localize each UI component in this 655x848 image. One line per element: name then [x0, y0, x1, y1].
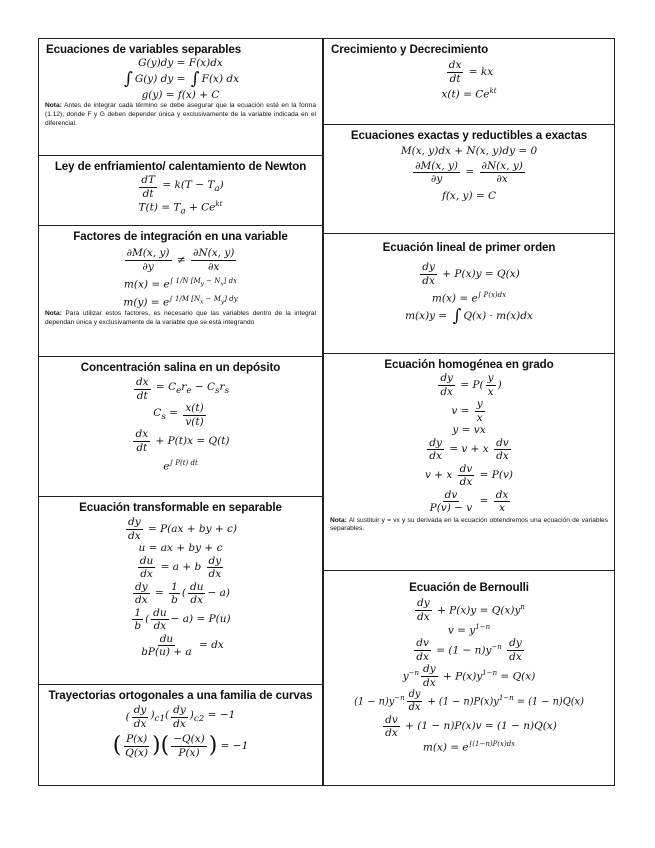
equation: $\frac{dy}{dx}$ = P( $\frac{y}{x}$ ) — [440, 372, 502, 398]
section-newton-cooling — [38, 155, 323, 226]
equation: $\frac{dv}{dx}$ + (1 − n)P(x)v = (1 − n)Q(x) — [385, 713, 557, 740]
equation: m(x)y = ∫ Q(x) · m(x)dx — [405, 306, 533, 326]
equation: $\frac{\partial M(x, y)}{\partial y}$ = $\frac{\partial N(x, y)}{\partial x}$ — [415, 159, 523, 185]
section-title: Ecuación transformable en separable — [79, 501, 282, 514]
equation: $\frac{dx}{dt}$ = $C_er_e - C_sr_s$ — [135, 376, 230, 402]
equation: u = ax + by + c — [138, 542, 223, 554]
equation: $\frac{dv}{P(v) - v}$ = $\frac{dx}{x}$ — [429, 488, 509, 514]
equation: ( $\frac{P(x)}{Q(x)}$ )( $\frac{-Q(x)}{P(x)}$ ) = −1 — [112, 733, 249, 759]
section-orthogonal-trajectories — [38, 684, 323, 786]
section-title: Crecimiento y Decrecimiento — [331, 43, 489, 56]
section-title: Factores de integración en una variable — [73, 230, 288, 243]
section-separable-equations — [38, 38, 323, 156]
equation: $\frac{du}{dx}$ = a + b $\frac{dy}{dx}$ — [139, 554, 222, 580]
note: Nota: Al sustituir y = vx y su derivada en la ecuación obtendremos una ecuación de variables separables. — [330, 516, 609, 533]
equation: $T(t) = T_a + Ce^{kt}$ — [138, 200, 223, 217]
equation: $y^{-n}$ $\frac{dy}{dx}$ + $P(x)y^{1-n} = Q(x)$ — [402, 663, 536, 689]
formula-sheet — [38, 38, 615, 786]
equation: v + x $\frac{dv}{dx}$ = P(v) — [425, 462, 513, 488]
equation: $\frac{dy}{dx}$ = P(ax + by + c) — [127, 516, 238, 542]
equation: $\frac{dy}{dx}$ = $\frac{1}{b}$ ( $\frac{du}{dx}$ − a) — [135, 580, 230, 606]
section-title: Ecuación lineal de primer orden — [382, 241, 556, 254]
section-title: Ecuaciones de variables separables — [46, 43, 242, 56]
section-bernoulli-equation — [323, 570, 615, 786]
equation: $\frac{du}{bP(u) + a}$ = dx — [141, 632, 224, 658]
equation: $\frac{dT}{dt}$ = $k(T - T_a)$ — [141, 174, 224, 200]
note: Nota: Para utilizar estos factores, es necesario que las variables dentro de la integral dependan única y exclusivamente de la variable que se está integrando — [45, 310, 316, 326]
equation: $e^{\int P(t) dt}$ — [163, 459, 198, 473]
section-integrating-factors — [38, 225, 323, 357]
section-title: Ecuación de Bernoulli — [409, 581, 529, 594]
equation: $\frac{dy}{dx}$ + P(x)y = Q(x) — [422, 261, 520, 287]
equation: ( $\frac{dy}{dx}$ )$_{c1}$( $\frac{dy}{dx}$ )$_{c2} = -1$ — [125, 704, 236, 730]
equation: g(y) = f(x) + C — [141, 88, 220, 101]
equation: y = vx — [452, 424, 486, 436]
equation: $\frac{\partial M(x, y)}{\partial y}$ ≠ $\frac{\partial N(x, y)}{\partial x}$ — [126, 247, 235, 273]
equation: $v = y^{1-n}$ — [447, 623, 491, 637]
section-exact-equations — [323, 124, 615, 234]
section-linear-first-order — [323, 233, 615, 354]
equation: $\frac{dy}{dx}$ = v + x $\frac{dv}{dx}$ — [429, 436, 509, 462]
section-transformable-separable — [38, 496, 323, 685]
note: Nota: Antes de integrar cada término se debe asegurar que la ecuación esté en la forma (1.12), donde F y G deben depender única y exclusivamente de la variable indicada en el diferencial. — [45, 102, 317, 127]
section-title: Trayectorias ortogonales a una familia de curvas — [48, 689, 313, 702]
equation: $\frac{dy}{dx}$ + $P(x)y = Q(x)y^n$ — [417, 597, 525, 623]
equation: G(y)dy = F(x)dx — [138, 57, 223, 69]
equation: $C_s$ = $\frac{x(t)}{v(t)}$ — [153, 402, 204, 428]
equation: $x(t) = Ce^{kt}$ — [441, 87, 497, 101]
equation: $(1 - n)y^{-n}$ $\frac{dy}{dx}$ + $(1 - n)P(x)y^{1-n} = (1 - n)Q(x)$ — [354, 689, 584, 713]
equation: $\frac{dx}{dt}$ + P(t)x = Q(t) — [135, 428, 230, 454]
equation: $\frac{1}{b}$ ( $\frac{du}{dx}$ − a) = P(u) — [134, 606, 231, 632]
section-title: Ecuación homogénea en grado — [384, 358, 554, 371]
equation: M(x, y)dx + N(x, y)dy = 0 — [400, 145, 538, 157]
section-growth-decay — [323, 38, 615, 125]
equation: $m(y) = e^{\int 1/M [N_x - M_y] dy}$ — [123, 295, 238, 309]
equation: ∫ G(y) dy = ∫ F(x) dx — [123, 68, 240, 89]
section-title: Ley de enfriamiento/ calentamiento de Newton — [54, 160, 307, 173]
section-title: Ecuaciones exactas y reductibles a exactas — [350, 129, 588, 142]
equation: v = $\frac{y}{x}$ — [451, 398, 483, 424]
section-homogeneous-equation — [323, 353, 615, 571]
section-saline-concentration — [38, 356, 323, 497]
equation: $\frac{dv}{dx}$ = $(1 - n)y^{-n}$ $\frac{dy}{dx}$ — [416, 637, 522, 663]
equation: $m(x) = e^{\int(1-n)P(x)dx}$ — [422, 739, 516, 754]
equation: $m(x) = e^{\int 1/N [M_y - N_x] dx}$ — [123, 277, 238, 291]
section-title: Concentración salina en un depósito — [80, 361, 281, 374]
equation: $\frac{dx}{dt}$ = kx — [448, 59, 494, 85]
equation: f(x, y) = C — [441, 189, 497, 202]
equation: $m(x) = e^{\int P(x)dx}$ — [431, 291, 507, 305]
